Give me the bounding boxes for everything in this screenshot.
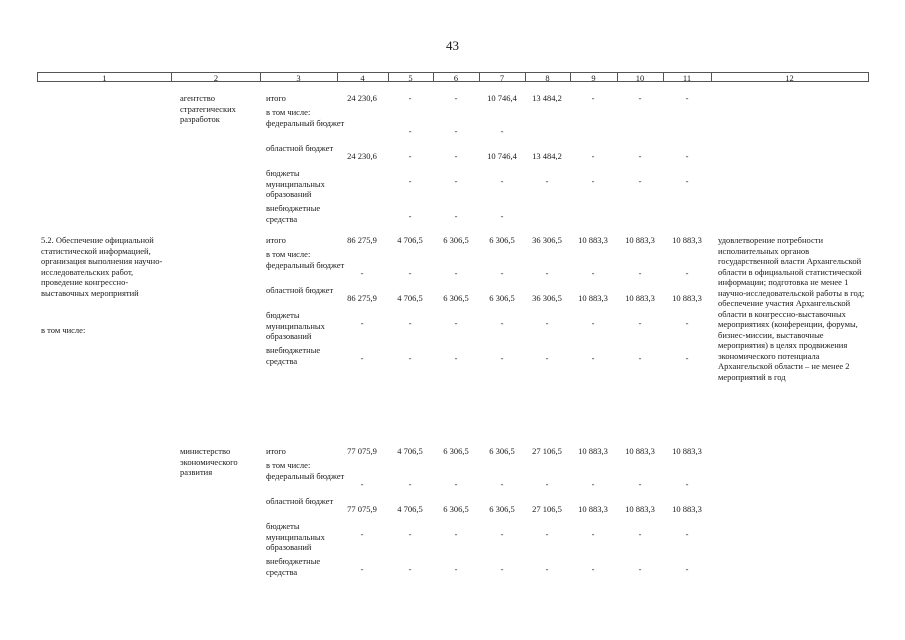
funding-value: - [638, 268, 642, 278]
activity-name: 5.2. Обеспечение официальной статистической информацией, организация выполнения научно-исследовательских работ, проведение конгрессно-выставочных мероприятий [41, 235, 163, 298]
funding-value: - [408, 126, 412, 136]
funding-value: - [408, 529, 412, 539]
funding-source-label: областной бюджет [266, 143, 334, 153]
funding-value: - [500, 479, 504, 489]
funding-value: - [685, 353, 689, 363]
column-header-11: 11 [663, 72, 712, 82]
funding-source-label: внебюджетные средства [266, 556, 321, 577]
funding-value: - [408, 268, 412, 278]
activity-subtitle: в том числе: [41, 325, 86, 335]
funding-value: - [360, 529, 364, 539]
funding-value: 4 706,5 [397, 235, 423, 245]
funding-value: - [638, 93, 642, 103]
funding-value: - [545, 176, 549, 186]
funding-source-label: федеральный бюджет [266, 471, 345, 481]
funding-value: 10 883,3 [578, 235, 608, 245]
funding-source-label: в том числе: [266, 107, 311, 117]
column-header-2: 2 [172, 72, 261, 82]
funding-value: 10 883,3 [672, 504, 702, 514]
funding-source-label: федеральный бюджет [266, 260, 345, 270]
funding-value: - [545, 564, 549, 574]
funding-value: - [685, 564, 689, 574]
funding-value: 27 106,5 [532, 504, 562, 514]
funding-value: 10 883,3 [625, 293, 655, 303]
funding-value: - [638, 529, 642, 539]
funding-source-label: областной бюджет [266, 496, 334, 506]
funding-source-label: внебюджетные средства [266, 345, 321, 366]
funding-value: 10 883,3 [578, 293, 608, 303]
funding-value: 4 706,5 [397, 504, 423, 514]
funding-source-label: итого [266, 93, 286, 103]
funding-value: - [454, 151, 458, 161]
funding-value: - [591, 151, 595, 161]
funding-value: 24 230,6 [347, 151, 377, 161]
funding-value: 10 746,4 [487, 93, 517, 103]
expected-outcome: удовлетворение потребности исполнительных органов государственной власти Архангельской области в официальной статистической информации; подготовка не менее 1 научно-исследовательской работы в год; обеспечение участия Архангельской области в конгрессно-выставочных мероприятиях (конференции, форумы, бизнес-миссии, выставочные мероприятия) в целях продвижения экономического потенциала Архангельской области – не менее 2 мероприятий в год [718, 235, 865, 382]
funding-value: 10 746,4 [487, 151, 517, 161]
funding-value: - [685, 479, 689, 489]
funding-value: - [500, 529, 504, 539]
funding-source-label: федеральный бюджет [266, 118, 345, 128]
funding-source-label: бюджеты муниципальных образований [266, 168, 325, 199]
funding-value: - [454, 268, 458, 278]
funding-value: - [500, 176, 504, 186]
funding-value: - [454, 564, 458, 574]
funding-source-label: бюджеты муниципальных образований [266, 521, 325, 552]
funding-value: - [638, 176, 642, 186]
column-header-1: 1 [37, 72, 172, 82]
funding-value: 10 883,3 [578, 504, 608, 514]
funding-value: 10 883,3 [672, 293, 702, 303]
column-header-3: 3 [260, 72, 338, 82]
funding-value: - [591, 564, 595, 574]
funding-value: 6 306,5 [443, 235, 469, 245]
funding-value: - [454, 479, 458, 489]
funding-value: - [500, 268, 504, 278]
funding-value: - [408, 93, 412, 103]
funding-value: - [500, 564, 504, 574]
funding-value: 10 883,3 [672, 235, 702, 245]
funding-value: - [638, 564, 642, 574]
column-header-12: 12 [711, 72, 869, 82]
funding-value: - [591, 353, 595, 363]
funding-value: - [408, 176, 412, 186]
executor-name: агентство стратегических разработок [180, 93, 236, 124]
funding-value: 6 306,5 [443, 504, 469, 514]
funding-value: 10 883,3 [672, 446, 702, 456]
funding-value: 86 275,9 [347, 293, 377, 303]
funding-value: - [591, 529, 595, 539]
funding-value: 6 306,5 [489, 446, 515, 456]
funding-value: - [685, 318, 689, 328]
funding-value: - [685, 93, 689, 103]
funding-source-label: итого [266, 446, 286, 456]
funding-value: - [591, 268, 595, 278]
funding-value: - [408, 211, 412, 221]
funding-value: - [454, 318, 458, 328]
funding-source-label: в том числе: [266, 249, 311, 259]
funding-value: - [408, 479, 412, 489]
funding-value: - [454, 176, 458, 186]
column-header-4: 4 [337, 72, 389, 82]
funding-value: - [638, 353, 642, 363]
funding-value: - [454, 126, 458, 136]
funding-value: - [454, 529, 458, 539]
funding-value: 4 706,5 [397, 293, 423, 303]
funding-value: - [360, 479, 364, 489]
funding-source-label: бюджеты муниципальных образований [266, 310, 325, 341]
funding-value: 6 306,5 [489, 293, 515, 303]
funding-value: - [591, 479, 595, 489]
funding-value: - [454, 93, 458, 103]
funding-value: - [500, 318, 504, 328]
funding-value: - [360, 268, 364, 278]
funding-value: - [545, 529, 549, 539]
funding-value: - [591, 318, 595, 328]
funding-value: - [591, 176, 595, 186]
funding-value: 4 706,5 [397, 446, 423, 456]
funding-value: 10 883,3 [625, 504, 655, 514]
funding-value: - [500, 126, 504, 136]
column-header-9: 9 [570, 72, 618, 82]
funding-source-label: итого [266, 235, 286, 245]
funding-value: - [685, 268, 689, 278]
funding-value: - [545, 318, 549, 328]
funding-value: 77 075,9 [347, 504, 377, 514]
funding-value: - [638, 151, 642, 161]
funding-value: - [685, 176, 689, 186]
funding-value: - [591, 93, 595, 103]
funding-value: - [408, 318, 412, 328]
page-number: 43 [446, 38, 459, 53]
funding-value: - [545, 479, 549, 489]
funding-value: - [360, 564, 364, 574]
funding-value: 10 883,3 [578, 446, 608, 456]
funding-value: 36 306,5 [532, 293, 562, 303]
funding-value: 6 306,5 [443, 446, 469, 456]
funding-value: 27 106,5 [532, 446, 562, 456]
funding-value: 6 306,5 [443, 293, 469, 303]
funding-value: - [408, 151, 412, 161]
funding-source-label: в том числе: [266, 460, 311, 470]
funding-value: - [545, 268, 549, 278]
funding-value: 24 230,6 [347, 93, 377, 103]
funding-value: 6 306,5 [489, 235, 515, 245]
funding-value: - [638, 479, 642, 489]
funding-value: - [408, 353, 412, 363]
column-header-8: 8 [525, 72, 571, 82]
column-header-5: 5 [388, 72, 434, 82]
funding-value: - [360, 318, 364, 328]
funding-value: 13 484,2 [532, 151, 562, 161]
funding-value: 10 883,3 [625, 446, 655, 456]
funding-value: 13 484,2 [532, 93, 562, 103]
funding-value: - [408, 564, 412, 574]
column-header-10: 10 [617, 72, 664, 82]
funding-value: - [454, 353, 458, 363]
funding-source-label: областной бюджет [266, 285, 334, 295]
funding-value: - [360, 353, 364, 363]
funding-value: - [454, 211, 458, 221]
column-header-7: 7 [479, 72, 526, 82]
executor-name: министерство экономического развития [180, 446, 238, 477]
funding-source-label: внебюджетные средства [266, 203, 321, 224]
funding-value: - [638, 318, 642, 328]
funding-value: 36 306,5 [532, 235, 562, 245]
funding-value: 86 275,9 [347, 235, 377, 245]
funding-value: - [545, 353, 549, 363]
funding-value: - [685, 529, 689, 539]
funding-value: 6 306,5 [489, 504, 515, 514]
funding-value: - [500, 211, 504, 221]
column-header-6: 6 [433, 72, 480, 82]
funding-value: - [685, 151, 689, 161]
funding-value: 77 075,9 [347, 446, 377, 456]
funding-value: - [500, 353, 504, 363]
funding-value: 10 883,3 [625, 235, 655, 245]
